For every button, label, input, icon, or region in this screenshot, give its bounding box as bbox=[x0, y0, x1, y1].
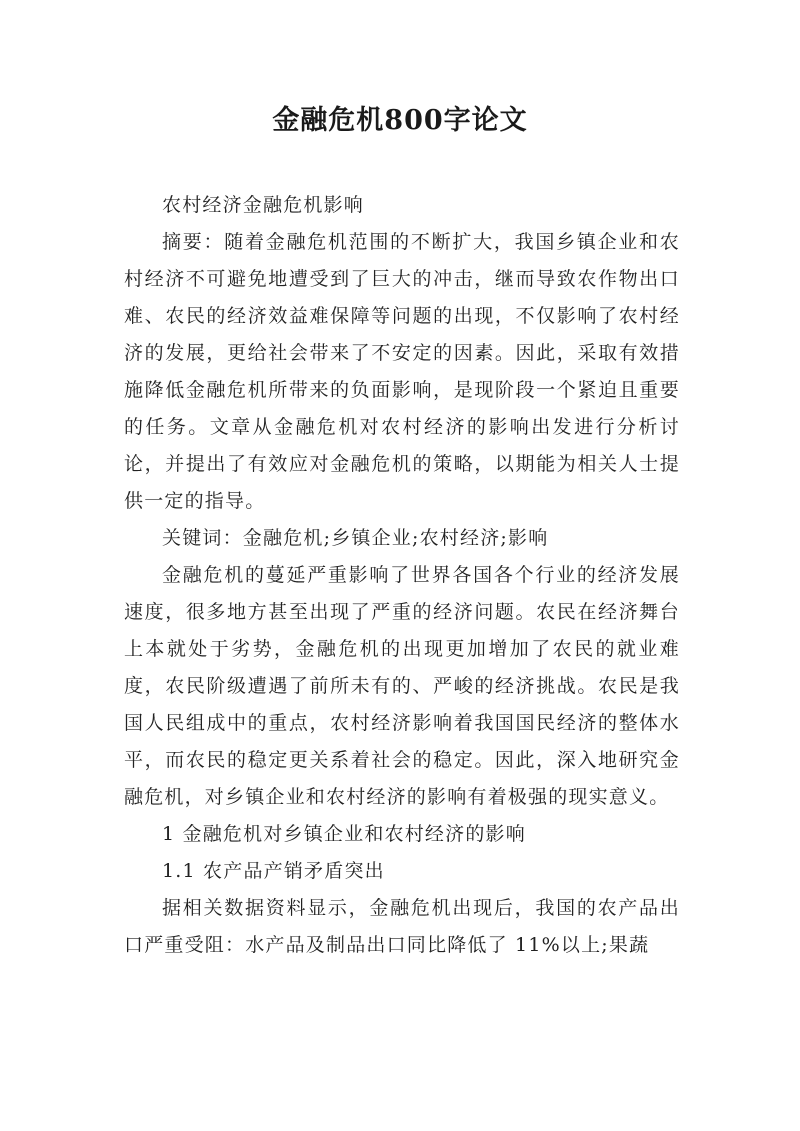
section-heading: 1 金融危机对乡镇企业和农村经济的影响 bbox=[162, 823, 526, 845]
subsection-heading: 1.1 农产品产销矛盾突出 bbox=[162, 860, 385, 882]
page-title: 金融危机800字论文 bbox=[272, 105, 528, 136]
keywords-paragraph: 关键词：金融危机;乡镇企业;农村经济;影响 bbox=[162, 527, 549, 549]
body-paragraph: 据相关数据资料显示，金融危机出现后，我国的农产品出口严重受阻：水产品及制品出口同比降低了 11%以上;果蔬 bbox=[124, 897, 680, 956]
abstract-paragraph: 摘要：随着金融危机范围的不断扩大，我国乡镇企业和农村经济不可避免地遭受到了巨大的冲击，继而导致农作物出口难、农民的经济效益难保障等问题的出现，不仅影响了农村经济的发展，更给社会带来了不安定的因素。因此，采取有效措施降低金融危机所带来的负面影响，是现阶段一个紧迫且重要的任务。文章从金融危机对农村经济的影响出发进行分析讨论，并提出了有效应对金融危机的策略，以期能为相关人士提供一定的指导。 bbox=[124, 231, 680, 512]
document-body bbox=[124, 187, 680, 964]
intro-paragraph: 金融危机的蔓延严重影响了世界各国各个行业的经济发展速度，很多地方甚至出现了严重的经济问题。农民在经济舞台上本就处于劣势，金融危机的出现更加增加了农民的就业难度，农民阶级遭遇了前所未有的、严峻的经济挑战。农民是我国人民组成中的重点，农村经济影响着我国国民经济的整体水平，而农民的稳定更关系着社会的稳定。因此，深入地研究金融危机，对乡镇企业和农村经济的影响有着极强的现实意义。 bbox=[124, 564, 680, 808]
subtitle-paragraph: 农村经济金融危机影响 bbox=[162, 194, 365, 216]
